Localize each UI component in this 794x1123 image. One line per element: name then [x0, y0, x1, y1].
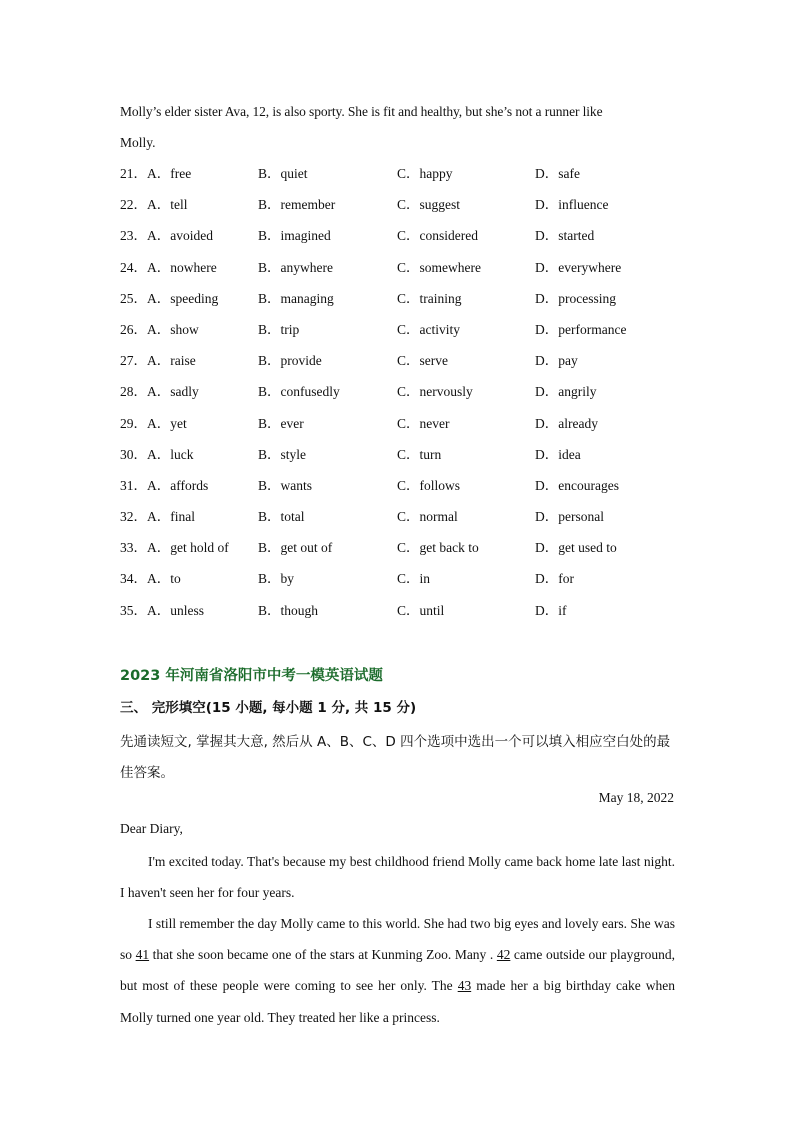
- intro-line-1: Molly’s elder sister Ava, 12, is also sporty. She is fit and healthy, but she’s not a runner like: [120, 104, 603, 119]
- option-d: D．already: [535, 415, 598, 431]
- paragraph-2-text: came outside our playground, but most of these people were coming to see her only. The: [120, 947, 675, 994]
- option-b: B．get out of: [258, 540, 333, 556]
- paragraph-2: [120, 908, 675, 1033]
- paragraph-2-text: made her a big birthday cake when Molly turned one year old. They treated her like a princess.: [120, 978, 676, 1025]
- option-c: C．follows: [397, 477, 461, 493]
- option-b: B．though: [258, 602, 319, 618]
- intro-line-2: Molly.: [120, 135, 156, 150]
- paragraph-2-text: that she soon became one of the stars at Kunming Zoo. Many .: [149, 947, 497, 963]
- option-d: D．encourages: [535, 477, 619, 493]
- blank-41: 41: [135, 947, 150, 963]
- option-b: B．ever: [258, 415, 304, 431]
- option-b: B．managing: [258, 290, 334, 306]
- question-26: [120, 321, 680, 352]
- instructions: 先通读短文, 掌握其大意, 然后从 A、B、C、D 四个选项中选出一个可以填入相应空白处的最佳答案。: [120, 734, 671, 781]
- option-d: D．for: [535, 571, 574, 587]
- option-c: C．considered: [397, 228, 478, 244]
- paragraph-1-text: I'm excited today. That's because my best childhood friend Molly came back home late last night. I haven't seen her for four years.: [120, 854, 675, 901]
- option-a: 23．A．avoided: [120, 228, 213, 244]
- option-c: C．training: [397, 290, 462, 306]
- option-a: 33．A．get hold of: [120, 540, 229, 556]
- option-a: 27．A．raise: [120, 353, 196, 369]
- option-a: 35．A．unless: [120, 602, 204, 618]
- question-32: [120, 508, 680, 539]
- question-28: [120, 383, 680, 414]
- option-b: B．confusedly: [258, 384, 340, 400]
- option-c: C．suggest: [397, 197, 461, 213]
- option-a: 21．A．free: [120, 166, 192, 181]
- question-29: [120, 415, 680, 446]
- paragraph-1: [120, 846, 675, 908]
- option-c: C．in: [397, 571, 431, 587]
- option-d: D．angrily: [535, 384, 597, 400]
- option-d: D．personal: [535, 509, 604, 525]
- question-35: [120, 602, 680, 633]
- option-a: 24．A．nowhere: [120, 259, 217, 275]
- option-a: 22．A．tell: [120, 197, 188, 213]
- option-c: C．activity: [397, 321, 460, 337]
- option-a: 34．A．to: [120, 571, 181, 587]
- option-c: C．serve: [397, 353, 448, 369]
- option-d: D．processing: [535, 290, 616, 306]
- option-d: D．performance: [535, 321, 627, 337]
- question-24: [120, 259, 680, 290]
- option-a: 25．A．speeding: [120, 290, 219, 306]
- paragraph-2-text: I still remember the day Molly came to this world. She had two big eyes and lovely ears. She was so: [120, 916, 675, 963]
- question-21: [120, 165, 680, 196]
- diary-date: May 18, 2022: [598, 790, 674, 805]
- option-c: C．nervously: [397, 384, 473, 400]
- option-a: 30．A．luck: [120, 446, 194, 462]
- option-b: B．style: [258, 446, 307, 462]
- diary-greeting: Dear Diary,: [120, 821, 183, 836]
- option-b: B．provide: [258, 353, 322, 369]
- option-b: B．remember: [258, 197, 336, 213]
- option-d: D．if: [535, 602, 567, 618]
- option-c: C．get back to: [397, 540, 479, 556]
- question-33: [120, 539, 680, 570]
- option-a: 29．A．yet: [120, 415, 187, 431]
- blank-43: 43: [457, 978, 472, 994]
- option-b: B．wants: [258, 477, 312, 493]
- option-a: 26．A．show: [120, 321, 199, 337]
- option-d: D．everywhere: [535, 259, 622, 275]
- question-30: [120, 446, 680, 477]
- section-heading: 三、 完形填空(15 小题, 每小题 1 分, 共 15 分): [120, 700, 417, 716]
- question-34: [120, 570, 680, 601]
- option-b: B．imagined: [258, 228, 331, 244]
- option-c: C．turn: [397, 446, 442, 462]
- option-a: 31．A．affords: [120, 477, 209, 493]
- option-b: B．anywhere: [258, 259, 333, 275]
- option-c: C．until: [397, 602, 445, 618]
- question-25: [120, 290, 680, 321]
- options-list: [120, 165, 680, 633]
- question-27: [120, 352, 680, 383]
- option-d: D．idea: [535, 446, 581, 462]
- option-d: D．pay: [535, 353, 578, 369]
- option-b: B．by: [258, 571, 295, 587]
- option-c: C．happy: [397, 166, 453, 181]
- question-31: [120, 477, 680, 508]
- option-d: D．started: [535, 228, 595, 244]
- question-23: [120, 227, 680, 258]
- option-a: 32．A．final: [120, 509, 195, 525]
- option-b: B．total: [258, 509, 305, 525]
- exam-title: 2023 年河南省洛阳市中考一模英语试题: [120, 668, 383, 684]
- option-d: D．get used to: [535, 540, 617, 556]
- option-c: C．normal: [397, 509, 458, 525]
- option-a: 28．A．sadly: [120, 384, 199, 400]
- option-c: C．never: [397, 415, 450, 431]
- question-22: [120, 196, 680, 227]
- option-d: D．influence: [535, 197, 609, 213]
- option-d: D．safe: [535, 166, 580, 181]
- blank-42: 42: [496, 947, 511, 963]
- option-b: B．quiet: [258, 166, 308, 181]
- option-c: C．somewhere: [397, 259, 481, 275]
- option-b: B．trip: [258, 321, 300, 337]
